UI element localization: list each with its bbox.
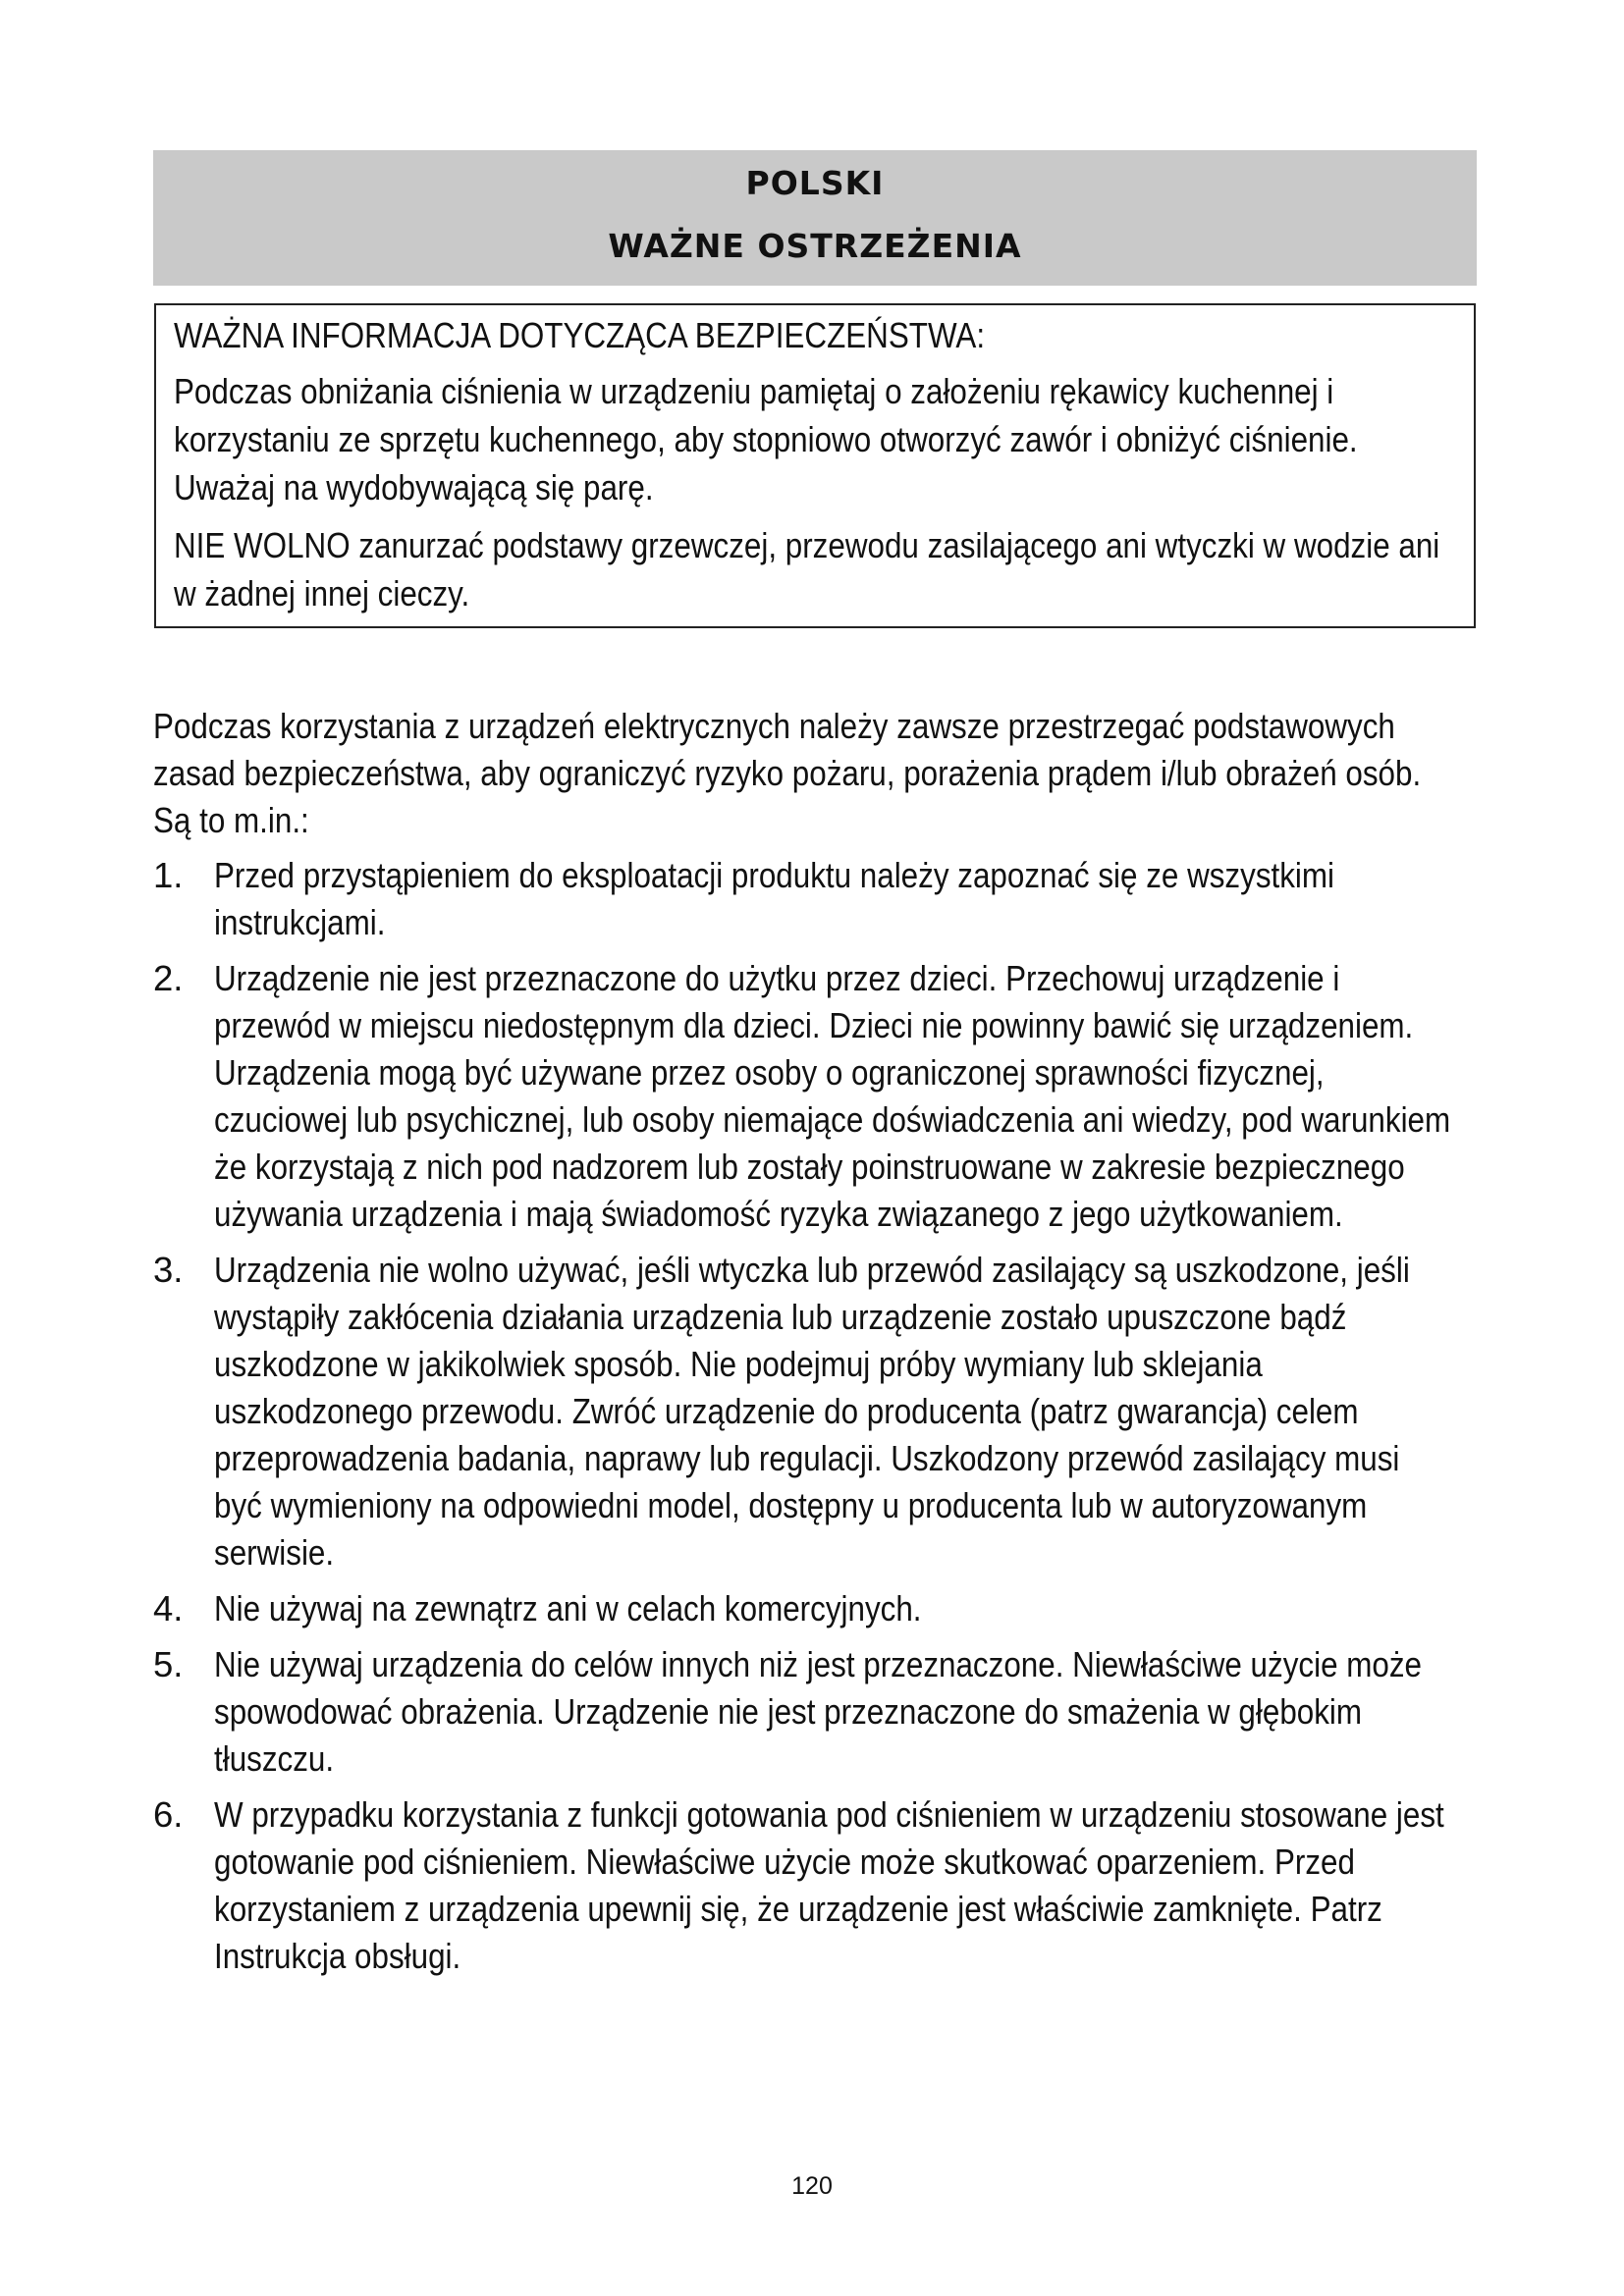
language-title: POLSKI bbox=[745, 164, 885, 202]
list-item-number: 4. bbox=[153, 1588, 184, 1629]
language-header bbox=[153, 150, 1477, 286]
safety-box-title: WAŻNA INFORMACJA DOTYCZĄCA BEZPIECZEŃSTWA: bbox=[174, 315, 986, 355]
list-item-text: Przed przystąpieniem do eksploatacji produktu należy zapoznać się ze wszystkimi instrukcjami. bbox=[214, 855, 1335, 942]
list-item-number: 3. bbox=[153, 1250, 184, 1290]
list-item-text: Urządzenia nie wolno używać, jeśli wtyczka lub przewód zasilający są uszkodzone, jeśli wystąpiły zakłócenia działania urządzenia lub urządzenie zostało upuszczone bądź uszkodzone w jakikolwiek sposób. Nie podejmuj próby wymiany lub sklejania uszkodzonego przewodu. Zwróć urządzenie do producenta (patrz gwarancja) celem przeprowadzenia badania, naprawy lub regulacji. Uszkodzony przewód zasilający musi być wymieniony na odpowiedni model, dostępny u producenta lub w autoryzowanym serwisie. bbox=[214, 1250, 1410, 1573]
safety-rules-list bbox=[153, 852, 1489, 1980]
page-number: 120 bbox=[791, 2172, 833, 2200]
list-item-text: W przypadku korzystania z funkcji gotowania pod ciśnieniem w urządzeniu stosowane jest gotowanie pod ciśnieniem. Niewłaściwe użycie może skutkować oparzeniem. Przed korzystaniem z urządzenia upewnij się, że urządzenie jest właściwie zamknięte. Patrz Instrukcja obsługi. bbox=[214, 1794, 1444, 1976]
safety-rules-section bbox=[153, 703, 1489, 1989]
safety-box-paragraph-steam: Podczas obniżania ciśnienia w urządzeniu pamiętaj o założeniu rękawicy kuchennej i korzystaniu ze sprzętu kuchennego, aby stopniowo otworzyć zawór i obniżyć ciśnienie. Uważaj na wydobywającą się parę. bbox=[174, 371, 1358, 507]
list-item-text: Urządzenie nie jest przeznaczone do użytku przez dzieci. Przechowuj urządzenie i przewód w miejscu niedostępnym dla dzieci. Dzieci nie powinny bawić się urządzeniem. Urządzenia mogą być używane przez osoby o ograniczonej sprawności fizycznej, czuciowej lub psychicznej, lub osoby niemające doświadczenia ani wiedzy, pod warunkiem że korzystają z nich pod nadzorem lub zostały poinstruowane w zakresie bezpiecznego używania urządzenia i mają świadomość ryzyka związanego z jego użytkowaniem. bbox=[214, 958, 1451, 1234]
list-item-number: 2. bbox=[153, 958, 184, 998]
list-item bbox=[153, 1247, 1489, 1576]
list-item bbox=[153, 852, 1489, 946]
intro-paragraph: Podczas korzystania z urządzeń elektrycznych należy zawsze przestrzegać podstawowych zasad bezpieczeństwa, aby ograniczyć ryzyko pożaru, porażenia prądem i/lub obrażeń osób. Są to m.in.: bbox=[153, 706, 1422, 840]
list-item bbox=[153, 1791, 1489, 1980]
list-item bbox=[153, 1585, 1489, 1632]
list-item-number: 1. bbox=[153, 855, 184, 895]
list-item-text: Nie używaj urządzenia do celów innych niż jest przeznaczone. Niewłaściwe użycie może spowodować obrażenia. Urządzenie nie jest przeznaczone do smażenia w głębokim tłuszczu. bbox=[214, 1644, 1423, 1779]
warnings-title: WAŻNE OSTRZEŻENIA bbox=[608, 227, 1022, 265]
list-item-text: Nie używaj na zewnątrz ani w celach komercyjnych. bbox=[214, 1588, 922, 1629]
safety-info-box bbox=[154, 303, 1476, 628]
list-item bbox=[153, 955, 1489, 1238]
list-item bbox=[153, 1641, 1489, 1783]
safety-box-paragraph-immersion: NIE WOLNO zanurzać podstawy grzewczej, przewodu zasilającego ani wtyczki w wodzie ani w żadnej innej cieczy. bbox=[174, 525, 1440, 614]
list-item-number: 5. bbox=[153, 1644, 184, 1684]
list-item-number: 6. bbox=[153, 1794, 184, 1835]
